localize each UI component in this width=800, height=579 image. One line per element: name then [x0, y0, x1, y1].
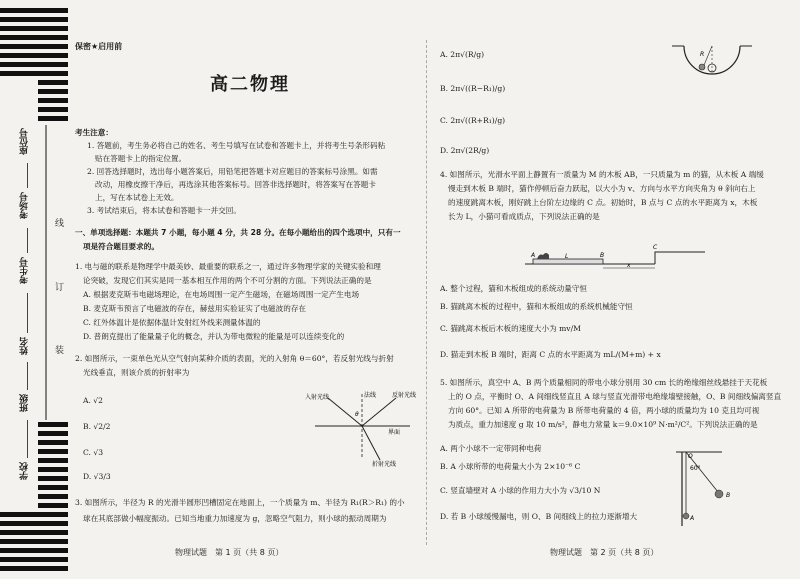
candidate-number-line: [27, 293, 28, 333]
q3-option: B. 2π√((R−R₁)/g): [440, 84, 506, 93]
point-a-label: A: [531, 252, 536, 259]
notice-line: 贴在答题卡上的指定位置。: [95, 154, 187, 163]
seat-number-label: 座位号: [20, 128, 30, 155]
q5-stem: 上的 O 点，平衡时 O、A 间细线竖直且 A 球与竖直光滑带电绝缘墙壁接触，O、B 间细线偏离竖直: [448, 392, 782, 401]
class-line: [27, 420, 28, 458]
ball-a-label: A: [690, 515, 695, 522]
incident-ray-label: 入射光线: [305, 394, 330, 401]
q4-option: D. 猫走到木板 B 端时，距离 C 点的水平距离为 mL/(M+m) + x: [440, 350, 661, 359]
q5-option: A. 两个小球不一定带同种电荷: [440, 444, 542, 453]
q4-option: C. 猫跳离木板后木板的速度大小为 mv/M: [440, 324, 581, 333]
q4-stem: 的速度跳离木板，刚好跳上台阶左边缘的 C 点。初始时，B 点与 C 点的水平距离为 x，木板: [448, 198, 758, 207]
left-page: [75, 0, 415, 579]
exam-room-line: [27, 228, 28, 253]
q5-stem: 方向 60°。已知 A 所带的电荷量为 B 所带电荷量的 4 倍，两小球的质量均为 10 克且均可视: [448, 406, 760, 415]
secret-label: 保密★启用前: [75, 42, 123, 51]
q2-refraction-figure: [300, 388, 420, 468]
q3-option: C. 2π√((R+R₁)/g): [440, 116, 506, 125]
interface-label: 界面: [388, 429, 401, 436]
footer-left: 物理试题 第 1 页（共 8 页）: [175, 548, 284, 557]
q1-option: B. 麦克斯韦预言了电磁波的存在，赫兹用实验证实了电磁波的存在: [83, 304, 307, 313]
q4-option: B. 猫跳离木板的过程中，猫和木板组成的系统机械能守恒: [440, 302, 633, 311]
q1-option: D. 普朗克提出了能量量子化的概念，并认为带电微粒的能量是可以连续变化的: [83, 332, 345, 341]
ball-b-label: B: [726, 492, 731, 499]
notice-line: 2. 回答选择题时，选出每小题答案后，用铅笔把答题卡对应题目的答案标号涂黑。如需: [87, 167, 378, 176]
q3-option: A. 2π√(R/g): [440, 50, 485, 59]
notice-line: 上，写在本试卷上无效。: [95, 193, 179, 202]
exam-room-label: 考场号: [20, 192, 30, 219]
notice-line: 改动，用橡皮擦干净后，再选涂其他答案标号。回答非选择题时，将答案写在答题卡: [95, 180, 376, 189]
q5-stem: 5. 如图所示，真空中 A、B 两个质量相同的带电小球分别用 30 cm 长的绝缘细丝线悬挂于天花板: [440, 378, 768, 387]
radius-label: R: [700, 51, 705, 58]
name-label: 姓名: [20, 337, 30, 355]
class-label: 班级: [20, 394, 30, 412]
q3-stem: 球在其底部做小幅度振动。已知当地重力加速度为 g，忽略空气阻力，则小球的振动周期为: [83, 514, 387, 523]
school-label: 学校: [20, 462, 30, 480]
q4-stem: 慢走到木板 B 端时，猫作停顿后奋力跃起，以大小为 v、方向与水平方向夹角为 θ 斜向右上: [448, 184, 756, 193]
q5-option: C. 竖直墙壁对 A 小球的作用力大小为 √3/10 N: [440, 486, 601, 495]
q2-stem: 光线垂直，则该介质的折射率为: [83, 368, 190, 377]
length-l-label: L: [565, 253, 569, 260]
q2-option: B. √2/2: [83, 422, 111, 431]
q5-charged-balls-figure: [672, 448, 742, 528]
point-c-label: C: [653, 244, 658, 251]
q2-option: D. √3/3: [83, 472, 111, 481]
q2-option: A. √2: [83, 396, 103, 405]
normal-label: 法线: [364, 392, 377, 399]
notice-line: 3. 考试结束后，将本试卷和答题卡一并交回。: [87, 206, 241, 215]
binding-pack-mark: 装: [53, 345, 63, 354]
q3-stem: 3. 如图所示，半径为 R 的光滑半圆形凹槽固定在地面上，一个质量为 m、半径为 R₁(R＞R₁) 的小: [75, 498, 405, 507]
q5-option: B. A 小球所带的电荷量大小为 2×10⁻⁶ C: [440, 462, 581, 471]
q3-groove-figure: [672, 40, 752, 85]
reflected-ray-label: 反射光线: [392, 392, 417, 399]
q4-cat-board-figure: [525, 238, 705, 273]
q4-stem: 长为 L，小猫可看成质点，下列说法正确的是: [448, 212, 600, 221]
binding-line-mark: 线: [53, 218, 63, 227]
q4-option: A. 整个过程，猫和木板组成的系统动量守恒: [440, 284, 587, 293]
q2-stem: 2. 如图所示，一束单色光从空气射向某种介质的表面，光的入射角 θ＝60°，若反射光线与折射: [75, 354, 394, 363]
q5-stem: 为质点，重力加速度 g 取 10 m/s²，静电力常量 k＝9.0×10⁹ N·m²/C²。下列说法正确的是: [448, 420, 758, 429]
point-o-label: O: [688, 453, 693, 460]
refracted-ray-label: 折射光线: [372, 461, 397, 468]
seat-number-line: [27, 163, 28, 188]
q1-stem: 1. 电与磁的联系是物理学中最美妙、最重要的联系之一，通过许多物理学家的关键实验和理: [75, 262, 381, 271]
q1-stem: 论突破，发现它们其实是同一基本相互作用的两个不可分割的方面。下列说法正确的是: [83, 276, 372, 285]
q5-option: D. 若 B 小球缓慢漏电，则 O、B 间细线上的拉力逐渐增大: [440, 512, 638, 521]
distance-x-label: x: [627, 262, 631, 269]
angle-theta-label: θ: [355, 411, 359, 418]
binding-staple-mark: 订: [53, 282, 63, 291]
section1-heading: 一、单项选择题：本题共 7 小题，每小题 4 分，共 28 分。在每小题给出的四个选项中，只有一: [75, 228, 401, 237]
candidate-number-label: 考生号: [20, 257, 30, 284]
footer-right: 物理试题 第 2 页（共 8 页）: [550, 548, 659, 557]
name-line: [27, 362, 28, 390]
q3-option: D. 2π√(2R/g): [440, 146, 490, 155]
angle-60-label: 60°: [690, 465, 701, 472]
notice-line: 1. 答题前，考生务必将自己的姓名、考生号填写在试卷和答题卡上，并将考生号条形码粘: [87, 141, 386, 150]
page-divider: [426, 40, 427, 545]
notice-heading: 考生注意：: [75, 128, 113, 137]
q4-stem: 4. 如图所示，光滑水平面上静置有一质量为 M 的木板 AB，一只质量为 m 的猫，从木板 A 端缓: [440, 170, 764, 179]
point-b-label: B: [600, 252, 605, 259]
section1-heading: 项是符合题目要求的。: [83, 242, 159, 251]
right-page: [440, 0, 780, 579]
page-title: 高二物理: [210, 74, 290, 95]
q1-option: C. 红外体温计是依据体温计发射红外线来测量体温的: [83, 318, 261, 327]
q1-option: A. 根据麦克斯韦电磁场理论，在电场周围一定产生磁场，在磁场周围一定产生电场: [83, 290, 360, 299]
q2-option: C. √3: [83, 448, 104, 457]
